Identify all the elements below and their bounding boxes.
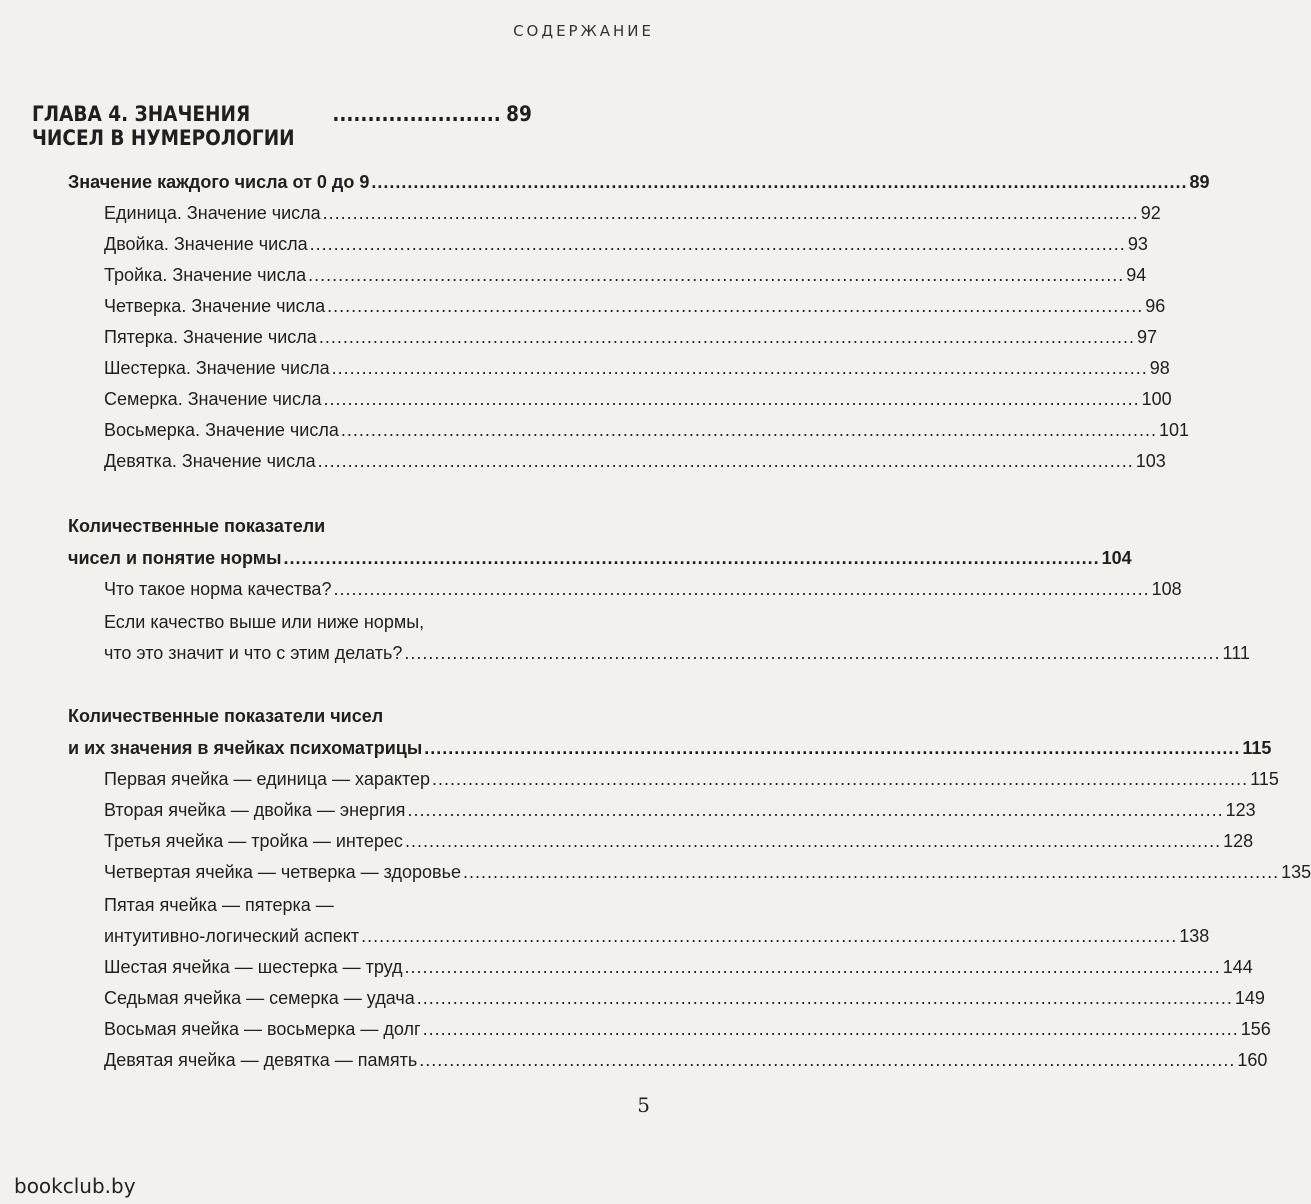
toc-item-title: Вторая ячейка — двойка — энергия <box>104 800 406 820</box>
toc-item-title: Первая ячейка — единица — характер <box>104 769 431 789</box>
toc-item-title: Шестерка. Значение числа <box>104 358 330 378</box>
toc-item <box>104 327 1157 348</box>
toc-item <box>104 957 1253 978</box>
toc-item-page: 103 <box>1135 451 1166 471</box>
leader-dots <box>407 800 1223 821</box>
toc-item-title: Двойка. Значение числа <box>104 234 308 254</box>
leader-dots <box>333 579 1149 600</box>
leader-dots <box>432 769 1248 790</box>
toc-item-page: 128 <box>1223 831 1254 851</box>
watermark: bookclub.by <box>14 1174 136 1198</box>
toc-section <box>68 738 1272 759</box>
toc-item-page: 115 <box>1250 769 1279 789</box>
toc-item <box>104 926 1210 947</box>
toc-item-title: Что такое норма качества? <box>104 579 332 599</box>
leader-dots <box>417 988 1233 1009</box>
toc-item-title: Единица. Значение числа <box>104 203 321 223</box>
leader-dots <box>423 1019 1239 1040</box>
toc-item-page: 108 <box>1151 579 1182 599</box>
toc-item-page: 93 <box>1127 234 1148 254</box>
toc-item-title: Тройка. Значение числа <box>104 265 307 285</box>
chapter-title: ГЛАВА 4. ЗНАЧЕНИЯ ЧИСЕЛ В НУМЕРОЛОГИИ <box>32 102 295 150</box>
toc-item-title: Девятка. Значение числа <box>104 451 316 471</box>
toc-item-page: 135 <box>1281 862 1311 882</box>
toc-item <box>104 769 1279 790</box>
leader-dots <box>463 862 1279 883</box>
chapter-page: 89 <box>506 102 532 126</box>
leader-dots <box>319 327 1135 348</box>
toc-item <box>104 389 1172 410</box>
leader-dots <box>323 203 1139 224</box>
toc-item <box>104 1050 1268 1071</box>
leader-dots: ........................ <box>332 102 501 126</box>
leader-dots <box>424 738 1240 759</box>
chapter-entry <box>32 102 532 150</box>
toc-section-page: 115 <box>1242 738 1272 758</box>
toc-section-title: Значение каждого числа от 0 до 9 <box>68 172 370 192</box>
toc-item-page: 123 <box>1225 800 1256 820</box>
toc-item-title: Пятерка. Значение числа <box>104 327 317 347</box>
toc-item-title: Восьмерка. Значение числа <box>104 420 339 440</box>
toc-section <box>68 172 1210 193</box>
leader-dots <box>308 265 1124 286</box>
watermark-bar <box>0 1164 700 1204</box>
toc-item <box>104 420 1190 441</box>
toc-item-page: 156 <box>1240 1019 1271 1039</box>
toc-item-title-line: Если качество выше или ниже нормы, <box>104 612 425 632</box>
toc-item <box>104 988 1265 1009</box>
toc-section-title-line: Количественные показатели чисел <box>68 706 384 726</box>
toc-item <box>104 358 1170 379</box>
running-title: СОДЕРЖАНИЕ <box>513 22 654 40</box>
toc-item-page: 94 <box>1126 265 1147 285</box>
toc-item <box>104 831 1254 852</box>
toc-item <box>104 265 1147 286</box>
leader-dots <box>327 296 1143 317</box>
toc-item-title: Шестая ячейка — шестерка — труд <box>104 957 403 977</box>
toc-item-page: 97 <box>1136 327 1157 347</box>
leader-dots <box>318 451 1134 472</box>
leader-dots <box>310 234 1126 255</box>
toc-item-title: Восьмая ячейка — восьмерка — долг <box>104 1019 421 1039</box>
toc-item-page: 96 <box>1145 296 1166 316</box>
leader-dots <box>404 643 1220 664</box>
toc-item-title: Третья ячейка — тройка — интерес <box>104 831 403 851</box>
toc-item-page: 149 <box>1234 988 1265 1008</box>
toc-item <box>104 1019 1271 1040</box>
toc-item-title: Четверка. Значение числа <box>104 296 326 316</box>
leader-dots <box>361 926 1177 947</box>
toc-item-page: 101 <box>1158 420 1190 440</box>
toc-item-title-line: Пятая ячейка — пятерка — <box>104 895 334 915</box>
leader-dots <box>332 358 1148 379</box>
toc-item <box>104 296 1166 317</box>
toc-section-page: 89 <box>1189 172 1210 192</box>
toc-section-page: 104 <box>1101 548 1132 568</box>
toc-section <box>68 548 1132 569</box>
toc-item <box>104 234 1148 255</box>
toc-item-page: 111 <box>1222 643 1250 663</box>
toc-item <box>104 203 1161 224</box>
toc-item-page: 138 <box>1179 926 1210 946</box>
toc-section-title: и их значения в ячейках психоматрицы <box>68 738 423 758</box>
toc-item-title: Семерка. Значение числа <box>104 389 322 409</box>
toc-item-page: 100 <box>1141 389 1172 409</box>
leader-dots <box>419 1050 1235 1071</box>
toc-item-title: Девятая ячейка — девятка — память <box>104 1050 418 1070</box>
leader-dots <box>323 389 1139 410</box>
page-number: 5 <box>637 1093 650 1117</box>
toc-section-title-line: Количественные показатели <box>68 516 326 536</box>
toc-item <box>104 643 1250 664</box>
toc-item-title: интуитивно-логический аспект <box>104 926 360 946</box>
leader-dots <box>405 831 1221 852</box>
toc-item-page: 98 <box>1149 358 1170 378</box>
leader-dots <box>405 957 1221 978</box>
toc-item <box>104 800 1256 821</box>
toc-item-page: 92 <box>1140 203 1161 223</box>
toc-item-page: 160 <box>1237 1050 1268 1070</box>
toc-item <box>104 862 1311 883</box>
leader-dots <box>371 172 1187 193</box>
toc-item <box>104 451 1166 472</box>
toc-item-title: Четвертая ячейка — четверка — здоровье <box>104 862 461 882</box>
toc-item-title: что это значит и что с этим делать? <box>104 643 403 663</box>
toc-item-title: Седьмая ячейка — семерка — удача <box>104 988 415 1008</box>
leader-dots <box>284 548 1100 569</box>
toc-item <box>104 579 1182 600</box>
leader-dots <box>341 420 1157 441</box>
toc-item-page: 144 <box>1222 957 1253 977</box>
toc-section-title: чисел и понятие нормы <box>68 548 282 568</box>
